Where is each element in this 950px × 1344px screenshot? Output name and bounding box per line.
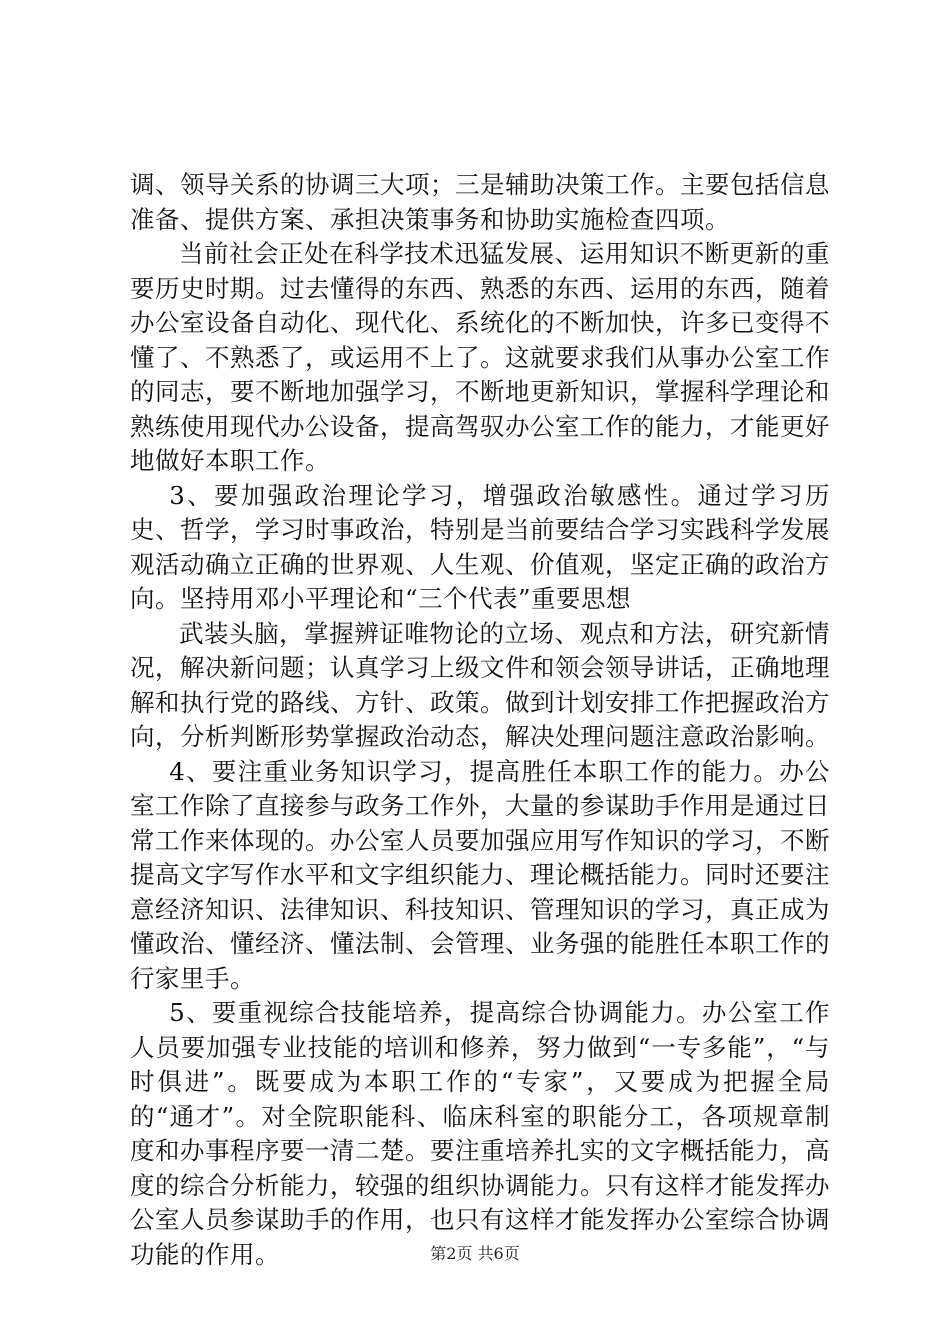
paragraph-item-3: 3、要加强政治理论学习，增强政治敏感性。通过学习历史、哲学，学习时事政治，特别是当前要结合学习实践科学发展观活动确立正确的世界观、人生观、价值观，坚定正确的政治方向。坚持用邓小平理论和“三个代表”重要思想 [130, 480, 830, 613]
paragraph-item-3-continued: 武装头脑，掌握辨证唯物论的立场、观点和方法，研究新情况，解决新问题；认真学习上级文件和领会领导讲话，正确地理解和执行党的路线、方针、政策。做到计划安排工作把握政治方向，分析判断形势掌握政治动态，解决处理问题注意政治影响。 [130, 618, 830, 751]
paragraph-item-5: 5、要重视综合技能培养，提高综合协调能力。办公室工作人员要加强专业技能的培训和修养，努力做到“一专多能”，“与时俱进”。既要成为本职工作的“专家”，又要成为把握全局的“通才”。对全院职能科、临床科室的职能分工，各项规章制度和办事程序要一清二楚。要注重培养扎实的文字概括能力，高度的综合分析能力，较强的组织协调能力。只有这样才能发挥办公室人员参谋助手的作用，也只有这样才能发挥办公室综合协调功能的作用。 [130, 998, 830, 1269]
paragraph-study-background: 当前社会正处在科学技术迅猛发展、运用知识不断更新的重要历史时期。过去懂得的东西、熟悉的东西、运用的东西，随着办公室设备自动化、现代化、系统化的不断加快，许多已变得不懂了、不熟悉了，或运用不上了。这就要求我们从事办公室工作的同志，要不断地加强学习，不断地更新知识，掌握科学理论和熟练使用现代办公设备，提高驾驭办公室工作的能力，才能更好地做好本职工作。 [130, 239, 830, 475]
document-body [130, 168, 830, 1272]
page-number-footer: 第2页 共6页 [430, 1244, 520, 1263]
paragraph-continuation: 调、领导关系的协调三大项；三是辅助决策工作。主要包括信息准备、提供方案、承担决策事务和协助实施检查四项。 [130, 170, 830, 234]
paragraph-item-4: 4、要注重业务知识学习，提高胜任本职工作的能力。办公室工作除了直接参与政务工作外，大量的参谋助手作用是通过日常工作来体现的。办公室人员要加强应用写作知识的学习，不断提高文字写作水平和文字组织能力、理论概括能力。同时还要注意经济知识、法律知识、科技知识、管理知识的学习，真正成为懂政治、懂经济、懂法制、会管理、业务强的能胜任本职工作的行家里手。 [130, 756, 830, 993]
